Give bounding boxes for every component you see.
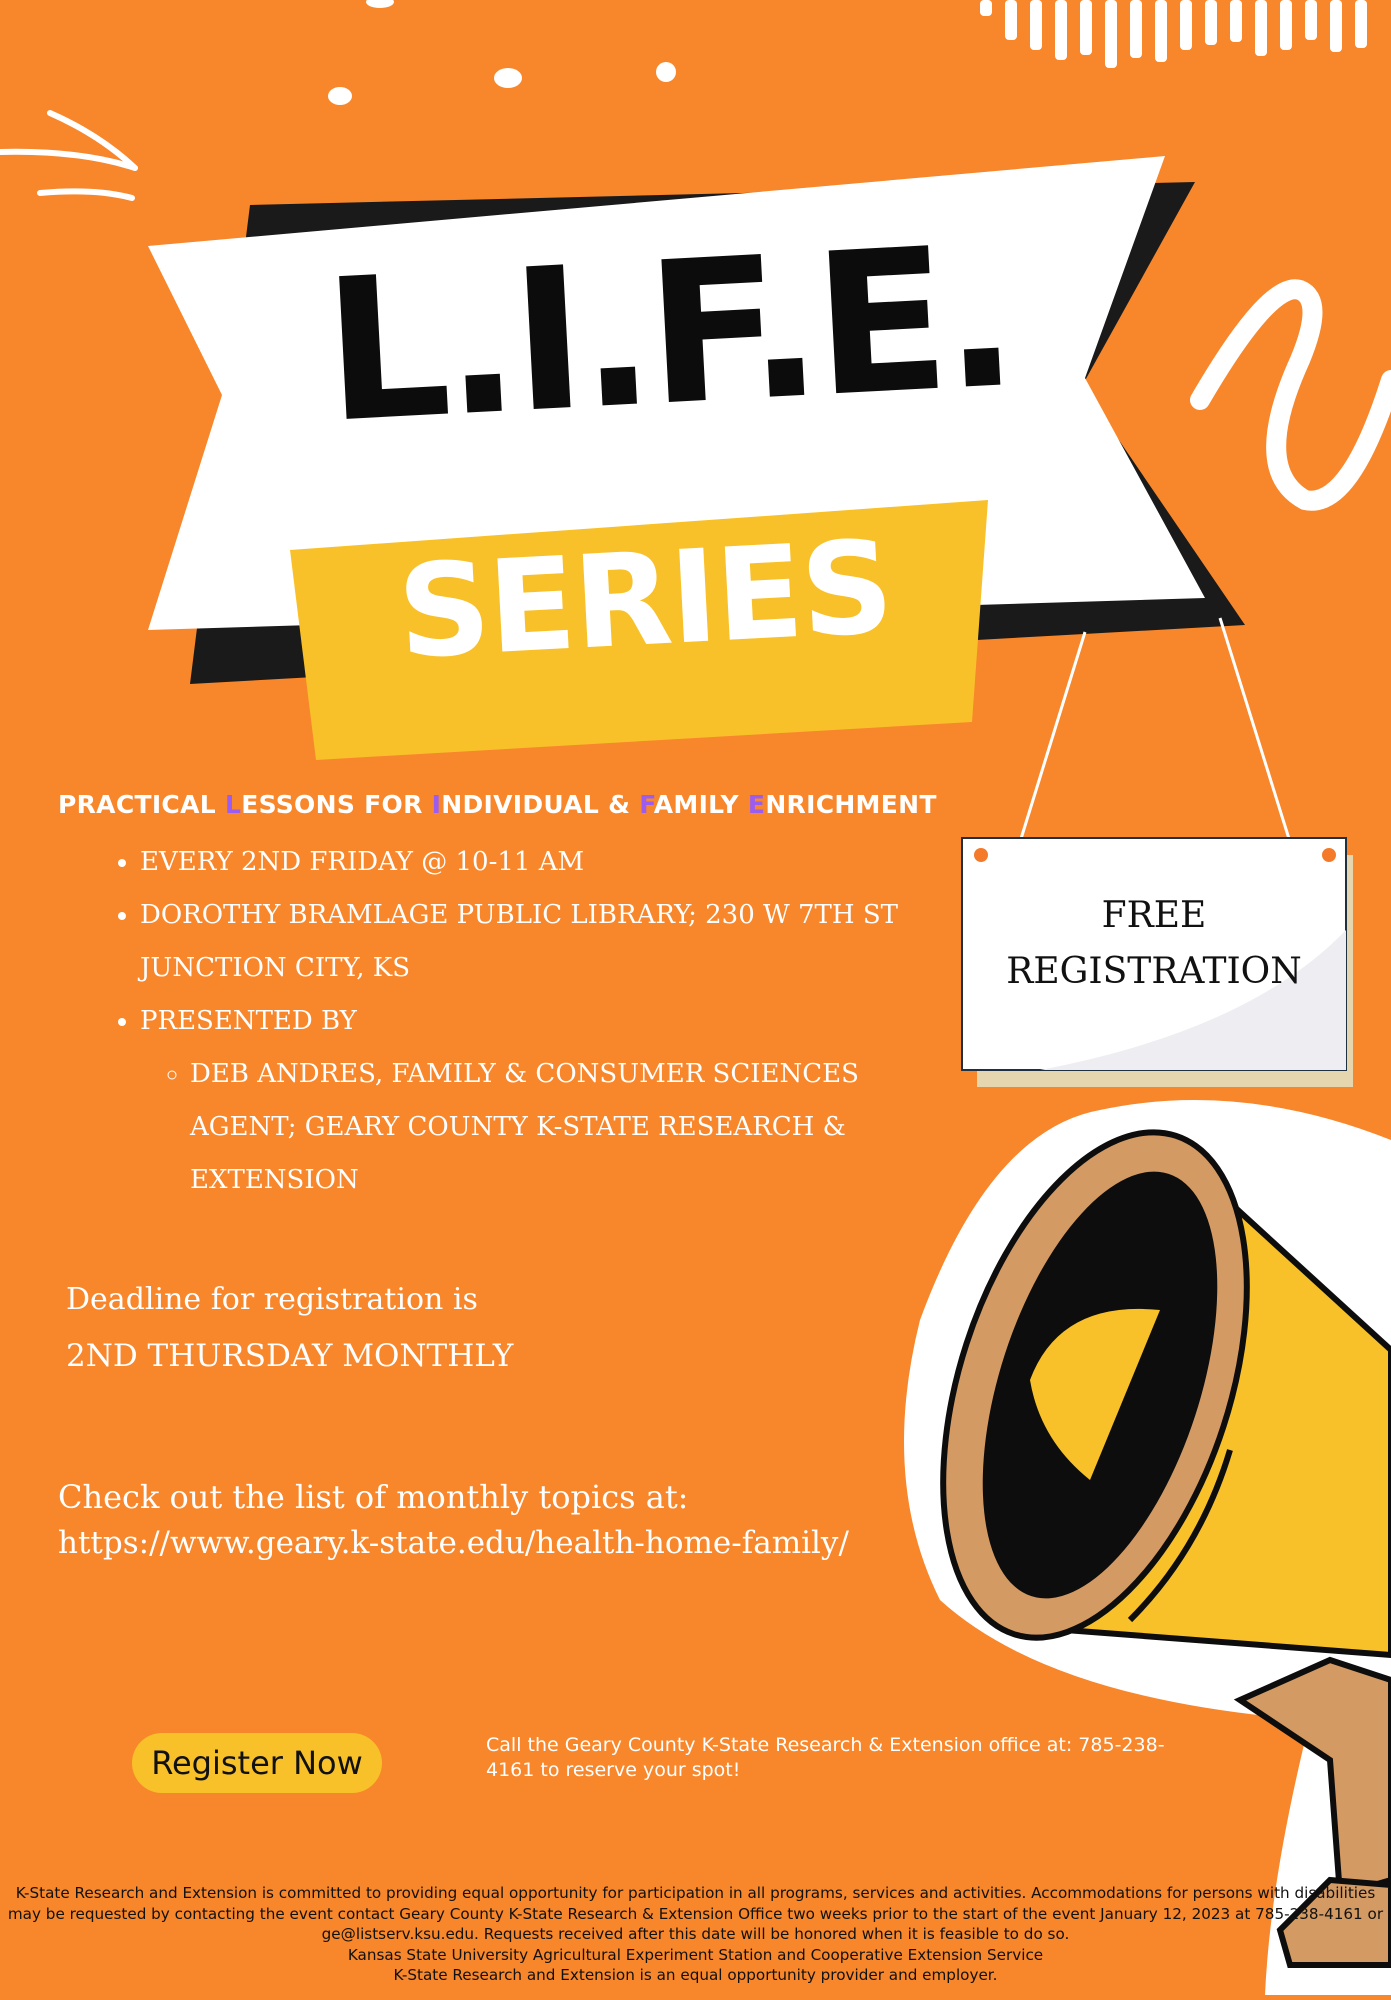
free-registration-sign xyxy=(962,888,1346,1000)
sparkle-lines-icon xyxy=(0,113,135,198)
register-now-button[interactable]: Register Now xyxy=(132,1733,382,1793)
schedule-item: • EVERY 2ND FRIDAY @ 10-11 AM xyxy=(140,836,940,889)
tagline-highlight-letter: I xyxy=(431,790,442,819)
deadline-value: 2ND THURSDAY MONTHLY xyxy=(66,1338,514,1374)
tagline xyxy=(58,790,958,819)
topics-label: Check out the list of monthly topics at: xyxy=(58,1478,689,1516)
footer-paragraph: K-State Research and Extension is committed to providing equal opportunity for participation in all programs, services and activities. Accommodations for persons with disabilities may be requested by contacting the event contact Geary County K-State Research & Extension Office two weeks prior to the start of the event January 12, 2023 at 785-238-4161 or ge@listserv.ksu.edu. Requests received after this date will be honored when it is feasible to do so. xyxy=(7,1884,1384,1943)
footer-line-3: K-State Research and Extension is an equal opportunity provider and employer. xyxy=(393,1966,998,1984)
location-item: • DOROTHY BRAMLAGE PUBLIC LIBRARY; 230 W 7TH ST JUNCTION CITY, KS xyxy=(140,889,940,995)
confetti-drops-icon xyxy=(328,0,676,105)
megaphone-icon xyxy=(886,1094,1391,1995)
stripes-icon xyxy=(980,0,1367,68)
sign-line-2: REGISTRATION xyxy=(1006,951,1302,992)
footer-line-2: Kansas State University Agricultural Experiment Station and Cooperative Extension Service xyxy=(347,1945,1044,1964)
squiggle-icon xyxy=(1200,289,1391,500)
tagline-part: AMILY xyxy=(653,790,748,819)
presented-by-label: PRESENTED BY xyxy=(140,1006,357,1036)
tagline-part: ESSONS FOR xyxy=(241,790,432,819)
details-list xyxy=(100,836,940,1207)
tagline-highlight-letter: F xyxy=(639,790,654,819)
presenter-item: ◦ DEB ANDRES, FAMILY & CONSUMER SCIENCES AGENT; GEARY COUNTY K-STATE RESEARCH & EXTENSION xyxy=(190,1048,940,1207)
tagline-part: NRICHMENT xyxy=(765,790,937,819)
tagline-part: PRACTICAL xyxy=(58,790,225,819)
sign-line-1: FREE xyxy=(1101,895,1207,936)
tagline-highlight-letter: E xyxy=(747,790,766,819)
page-title: L.I.F.E. xyxy=(319,203,1017,467)
footer-disclaimer xyxy=(6,1883,1385,1986)
tagline-part: NDIVIDUAL & xyxy=(441,790,640,819)
call-to-reserve-text: Call the Geary County K-State Research & Extension office at: 785-238-4161 to reserve your spot! xyxy=(486,1734,1165,1781)
series-subtitle: SERIES xyxy=(394,513,895,688)
tagline-highlight-letter: L xyxy=(224,790,242,819)
deadline-label: Deadline for registration is xyxy=(66,1282,478,1317)
presented-by-item xyxy=(140,995,940,1207)
presenter-list xyxy=(140,1048,940,1207)
topics-url-link[interactable]: https://www.geary.k-state.edu/health-home-family/ xyxy=(58,1525,849,1561)
